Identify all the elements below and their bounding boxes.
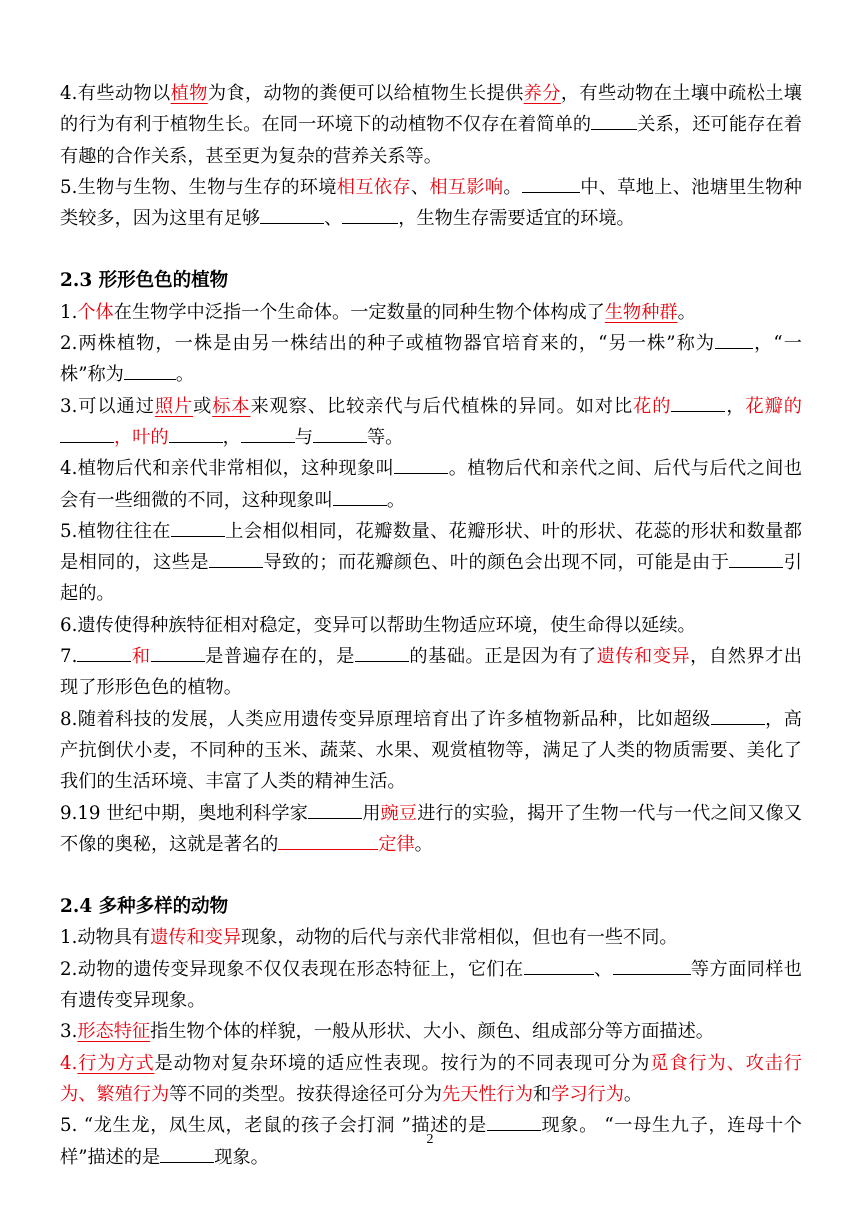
- item-1-individual: 1.个体在生物学中泛指一个生命体。一定数量的同种生物个体构成了生物种群。: [60, 301, 696, 323]
- fill-blank[interactable]: [355, 643, 409, 662]
- fill-blank[interactable]: [151, 643, 205, 662]
- item-6-stability: 6.遗传使得种族特征相对稳定，变异可以帮助生物适应环境，使生命得以延续。: [60, 614, 696, 636]
- fill-blank[interactable]: [209, 549, 263, 568]
- item-4-behavior: 4.行为方式是动物对复杂环境的适应性表现。按行为的不同表现可分为觅食行为、攻击行为、繁殖行为等不同的类型。按获得途径可分为先天性行为和学习行为。: [60, 1052, 802, 1105]
- fill-blank[interactable]: [524, 956, 594, 975]
- item-5-proverbs: 5. “龙生龙，凤生凤，老鼠的孩子会打洞 ”描述的是 现象。 “一母生九子，连母十个样”描述的是 现象。: [60, 1110, 802, 1173]
- fill-blank[interactable]: [77, 643, 131, 662]
- fill-blank[interactable]: [278, 831, 378, 850]
- fill-blank[interactable]: [394, 455, 448, 474]
- fill-blank[interactable]: [60, 424, 114, 443]
- fill-blank[interactable]: [333, 487, 387, 506]
- item-1-animal-heredity: 1.动物具有遗传和变异现象，动物的后代与亲代非常相似，但也有一些不同。: [60, 927, 678, 949]
- fill-blank[interactable]: [711, 706, 765, 725]
- item-4-animals-plants: 4.有些动物以植物为食，动物的粪便可以给植物生长提供养分，有些动物在土壤中疏松土壤的行为有利于植物生长。在同一环境下的动植物不仅存在着简单的 关系，还可能存在着有趣的合作关系，甚至更为复杂的营养关系等。: [60, 83, 802, 167]
- fill-blank[interactable]: [308, 800, 362, 819]
- item-3-compare: 3.可以通过照片或标本来观察、比较亲代与后代植株的异同。如对比花的 ，花瓣的，叶的 ， 与 等。: [60, 391, 802, 454]
- fill-blank[interactable]: [313, 424, 367, 443]
- item-4-heredity-variation: 4.植物后代和亲代非常相似，这种现象叫 。植物后代和亲代之间、后代与后代之间也会有一些细微的不同，这种现象叫 。: [60, 453, 802, 516]
- item-8-breeding: 8.随着科技的发展，人类应用遗传变异原理培育出了许多植物新品种，比如超级 ，高产抗倒伏小麦，不同种的玉米、蔬菜、水果、观赏植物等，满足了人类的物质需要、美化了我们的生活环境、丰富了人类的精神生活。: [60, 704, 802, 798]
- section-heading-2-4: 2.4 多种多样的动物: [60, 896, 229, 918]
- item-2-parent-offspring: 2.两株植物，一株是由另一株结出的种子或植物器官培育来的，“另一株”称为 ，“一株”称为 。: [60, 328, 802, 391]
- fill-blank[interactable]: [487, 1112, 541, 1131]
- section-heading-2-3: 2.3 形形色色的植物: [60, 270, 229, 292]
- item-2-animal-aspects: 2.动物的遗传变异现象不仅仅表现在形态特征上，它们在 、 等方面同样也有遗传变异现象。: [60, 954, 802, 1017]
- fill-blank[interactable]: [260, 205, 324, 224]
- page-number: 2: [426, 1132, 434, 1147]
- item-5-similarity: 5.植物往往在 上会相似相同，花瓣数量、花瓣形状、叶的形状、花蕊的形状和数量都是相同的，这些是 导致的；而花瓣颜色、叶的颜色会出现不同，可能是由于 引起的。: [60, 516, 802, 610]
- fill-blank[interactable]: [591, 111, 637, 130]
- item-5-interdependence: 5.生物与生物、生物与生存的环境相互依存、相互影响。 中、草地上、池塘里生物种类较多，因为这里有足够 、 ，生物生存需要适宜的环境。: [60, 172, 802, 235]
- fill-blank[interactable]: [613, 956, 691, 975]
- document-page: [60, 78, 802, 1173]
- fill-blank[interactable]: [171, 518, 225, 537]
- fill-blank[interactable]: [729, 549, 783, 568]
- fill-blank[interactable]: [124, 361, 176, 380]
- item-3-morphology: 3.形态特征指生物个体的样貌，一般从形状、大小、颜色、组成部分等方面描述。: [60, 1021, 714, 1043]
- fill-blank[interactable]: [241, 424, 295, 443]
- item-7-universal: 7. 和 是普遍存在的，是 的基础。正是因为有了遗传和变异，自然界才出现了形形色色的植物。: [60, 641, 802, 704]
- fill-blank[interactable]: [522, 174, 580, 193]
- fill-blank[interactable]: [342, 205, 398, 224]
- fill-blank[interactable]: [671, 393, 725, 412]
- item-9-mendel: 9.19 世纪中期，奥地利科学家 用豌豆进行的实验，揭开了生物一代与一代之间又像又不像的奥秘，这就是著名的 定律。: [60, 798, 802, 861]
- fill-blank[interactable]: [715, 330, 753, 349]
- fill-blank[interactable]: [169, 424, 223, 443]
